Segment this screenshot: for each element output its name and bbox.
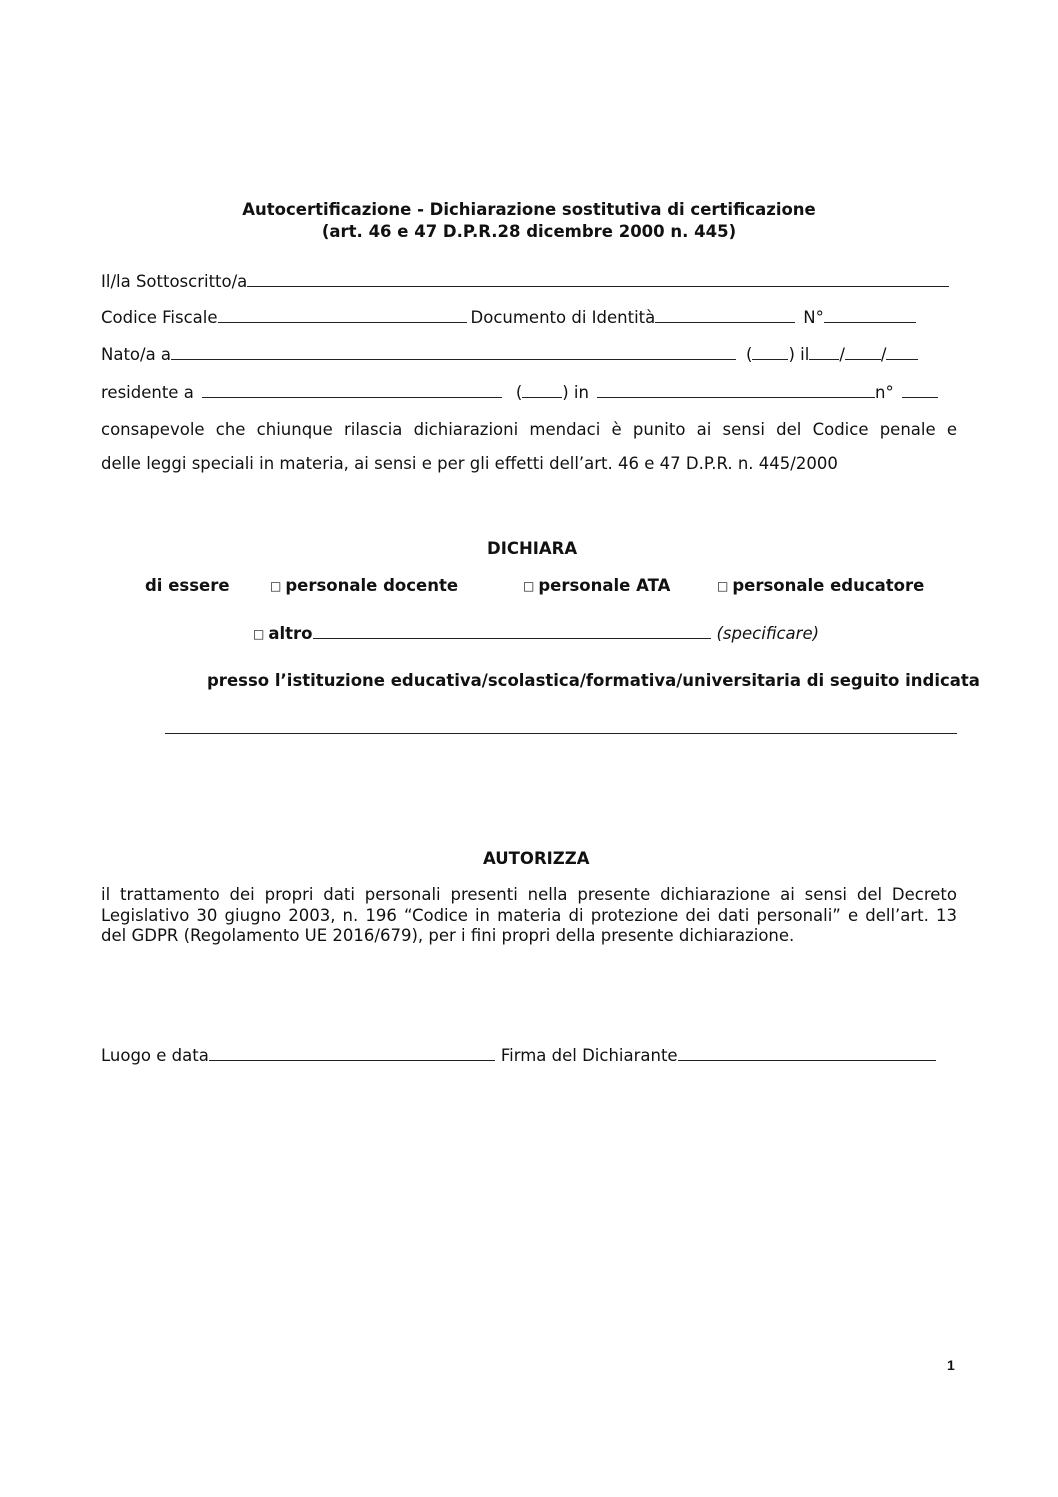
codice-fiscale-label: Codice Fiscale [101, 308, 218, 327]
checkbox-icon[interactable]: □ [523, 579, 535, 593]
option-ata-label: personale ATA [538, 576, 671, 595]
documento-label: Documento di Identità [470, 308, 656, 327]
option-docente-label: personale docente [285, 576, 459, 595]
checkbox-icon[interactable]: □ [270, 579, 282, 593]
di-essere-label: di essere [145, 576, 230, 595]
residenza-via-field[interactable] [597, 396, 875, 398]
luogo-data-label: Luogo e data [101, 1046, 209, 1065]
consapevole-line-1: consapevole che chiunque rilascia dichiarazioni mendaci è punito ai sensi del Codice penale e [101, 420, 957, 439]
document-subtitle: (art. 46 e 47 D.P.R.28 dicembre 2000 n. 445) [321, 222, 737, 241]
autorizza-paragraph: il trattamento dei propri dati personali presenti nella presente dichiarazione ai sensi del Decreto Legislativo 30 giugno 2003, n. 196 “Codice in materia di protezione dei dati personali” e dell’art. 13 del GDPR (Regolamento UE 2016/679), per i fini propri della presente dichiarazione. [101, 885, 957, 945]
residenza-comune-field[interactable] [202, 396, 502, 398]
istituzione-field[interactable] [165, 733, 957, 734]
option-altro-label: altro [268, 624, 313, 643]
option-educatore-label: personale educatore [732, 576, 925, 595]
sottoscritto-label: Il/la Sottoscritto/a [101, 272, 248, 291]
civico-field[interactable] [902, 396, 938, 398]
sottoscritto-field[interactable] [247, 285, 949, 287]
checkbox-icon[interactable]: □ [253, 627, 265, 641]
luogo-nascita-field[interactable] [171, 358, 736, 360]
codice-fiscale-row [101, 308, 916, 327]
paren-close-il: ) il [788, 345, 810, 364]
sottoscritto-row [101, 272, 949, 291]
page-number: 1 [947, 1357, 955, 1373]
numero-label: N° [803, 308, 824, 327]
provincia-nascita-field[interactable] [752, 358, 788, 360]
altro-specifica-field[interactable] [313, 637, 711, 639]
civico-label: n° [874, 383, 894, 402]
res-paren-open: ( [515, 383, 523, 402]
res-paren-close-in: ) in [562, 383, 589, 402]
mese-nascita-field[interactable] [845, 358, 881, 360]
consapevole-line-2: delle leggi speciali in materia, ai sensi e per gli effetti dell’art. 46 e 47 D.P.R. n. 445/2000 [101, 454, 838, 473]
codice-fiscale-field[interactable] [218, 321, 467, 323]
option-altro[interactable] [253, 624, 313, 643]
numero-field[interactable] [824, 321, 916, 323]
option-personale-docente[interactable] [270, 576, 458, 595]
checkbox-icon[interactable]: □ [717, 579, 729, 593]
luogo-data-field[interactable] [209, 1059, 495, 1061]
option-personale-ata[interactable] [523, 576, 670, 595]
date-sep-2: / [880, 345, 887, 364]
giorno-nascita-field[interactable] [809, 358, 839, 360]
nato-row [101, 345, 918, 364]
option-altro-row [253, 624, 819, 643]
paren-open: ( [746, 345, 753, 364]
specificare-note: (specificare) [716, 624, 820, 643]
option-personale-educatore[interactable] [717, 576, 924, 595]
nato-label: Nato/a a [101, 345, 172, 364]
firma-row [101, 1046, 936, 1065]
firma-field[interactable] [678, 1059, 936, 1061]
residenza-provincia-field[interactable] [522, 396, 562, 398]
residente-label: residente a [101, 383, 194, 402]
document-title: Autocertificazione - Dichiarazione sostitutiva di certificazione [242, 200, 816, 219]
firma-label: Firma del Dichiarante [500, 1046, 678, 1065]
presso-istituzione-text: presso l’istituzione educativa/scolastica/formativa/universitaria di seguito indicata [207, 671, 980, 690]
anno-nascita-field[interactable] [886, 358, 918, 360]
residenza-row [101, 383, 938, 402]
autorizza-heading: AUTORIZZA [483, 849, 590, 868]
documento-field[interactable] [655, 321, 795, 323]
date-sep-1: / [839, 345, 845, 364]
dichiara-heading: DICHIARA [487, 539, 578, 558]
